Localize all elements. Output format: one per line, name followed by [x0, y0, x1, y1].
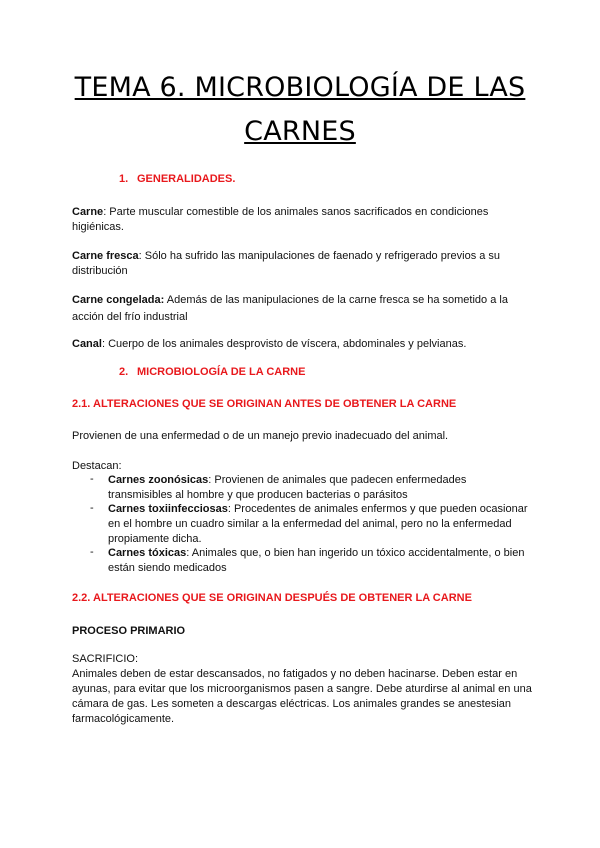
bullet-carnes-toxiinfecciosas	[108, 502, 533, 547]
bullet-term: Carnes toxiinfecciosas	[108, 503, 228, 515]
section-2-heading: MICROBIOLOGÍA DE LA CARNE	[137, 366, 306, 378]
section-1-number: 1.	[119, 173, 129, 185]
page-title-line-1: TEMA 6. MICROBIOLOGÍA DE LAS	[74, 72, 526, 103]
page-title-line-2: CARNES	[244, 116, 356, 147]
bullet-carnes-zoonosicas	[108, 473, 533, 503]
definition-text: : Cuerpo de los animales desprovisto de víscera, abdominales y pelvianas.	[101, 338, 467, 350]
subsection-2-1-intro: Provienen de una enfermedad o de un manejo previo inadecuado del animal.	[72, 430, 449, 442]
definition-carne-fresca	[72, 249, 532, 279]
section-1-heading: GENERALIDADES.	[137, 173, 236, 185]
subsection-2-1-heading: 2.1. ALTERACIONES QUE SE ORIGINAN ANTES DE OBTENER LA CARNE	[72, 398, 457, 410]
bullet-term: Carnes zoonósicas	[108, 474, 209, 486]
definition-term: Carne fresca	[72, 250, 139, 262]
bullet-text: : Animales que, o bien han ingerido un tóxico accidentalmente, o bien están siendo medicados	[108, 547, 525, 574]
sacrificio-label: SACRIFICIO:	[72, 653, 139, 665]
bullet-dash: -	[90, 546, 94, 558]
definition-text: : Sólo ha sufrido las manipulaciones de faenado y refrigerado previos a su distribución	[72, 250, 501, 277]
definition-term: Canal	[72, 338, 102, 350]
destacan-label: Destacan:	[72, 460, 122, 472]
definition-term: Carne congelada:	[72, 294, 165, 306]
sacrificio-text: Animales deben de estar descansados, no fatigados y no deben hacinarse. Deben estar en ayunas, para evitar que los microorganismos pasen a sangre. Debe aturdirse al animal en una cámara de gas. Les someten a descargas eléctricas. Los animales grandes se anestesian farmacológicamente.	[72, 668, 532, 725]
definition-canal	[72, 337, 532, 352]
definition-text: Además de las manipulaciones de la carne fresca se ha sometido a la acción del frío industrial	[72, 294, 508, 323]
bullet-dash: -	[90, 473, 94, 485]
bullet-term: Carnes tóxicas	[108, 547, 187, 559]
definition-term: Carne	[72, 206, 104, 218]
bullet-text: : Provienen de animales que padecen enfermedades transmisibles al hombre y que producen bacterias o parásitos	[108, 474, 467, 501]
bullet-text: : Procedentes de animales enfermos y que pueden ocasionar en el hombre un cuadro similar a la enfermedad del animal, pero no la enfermedad propiamente dicha.	[108, 503, 528, 545]
definition-carne-congelada	[72, 292, 532, 326]
bullet-dash: -	[90, 502, 94, 514]
subsection-2-2-heading: 2.2. ALTERACIONES QUE SE ORIGINAN DESPUÉS DE OBTENER LA CARNE	[72, 592, 472, 604]
section-2-number: 2.	[119, 366, 129, 378]
definition-carne	[72, 205, 532, 235]
bullet-carnes-toxicas	[108, 546, 533, 576]
proceso-primario-heading: PROCESO PRIMARIO	[72, 625, 186, 637]
definition-text: : Parte muscular comestible de los animales sanos sacrificados en condiciones higiénicas.	[72, 206, 489, 233]
